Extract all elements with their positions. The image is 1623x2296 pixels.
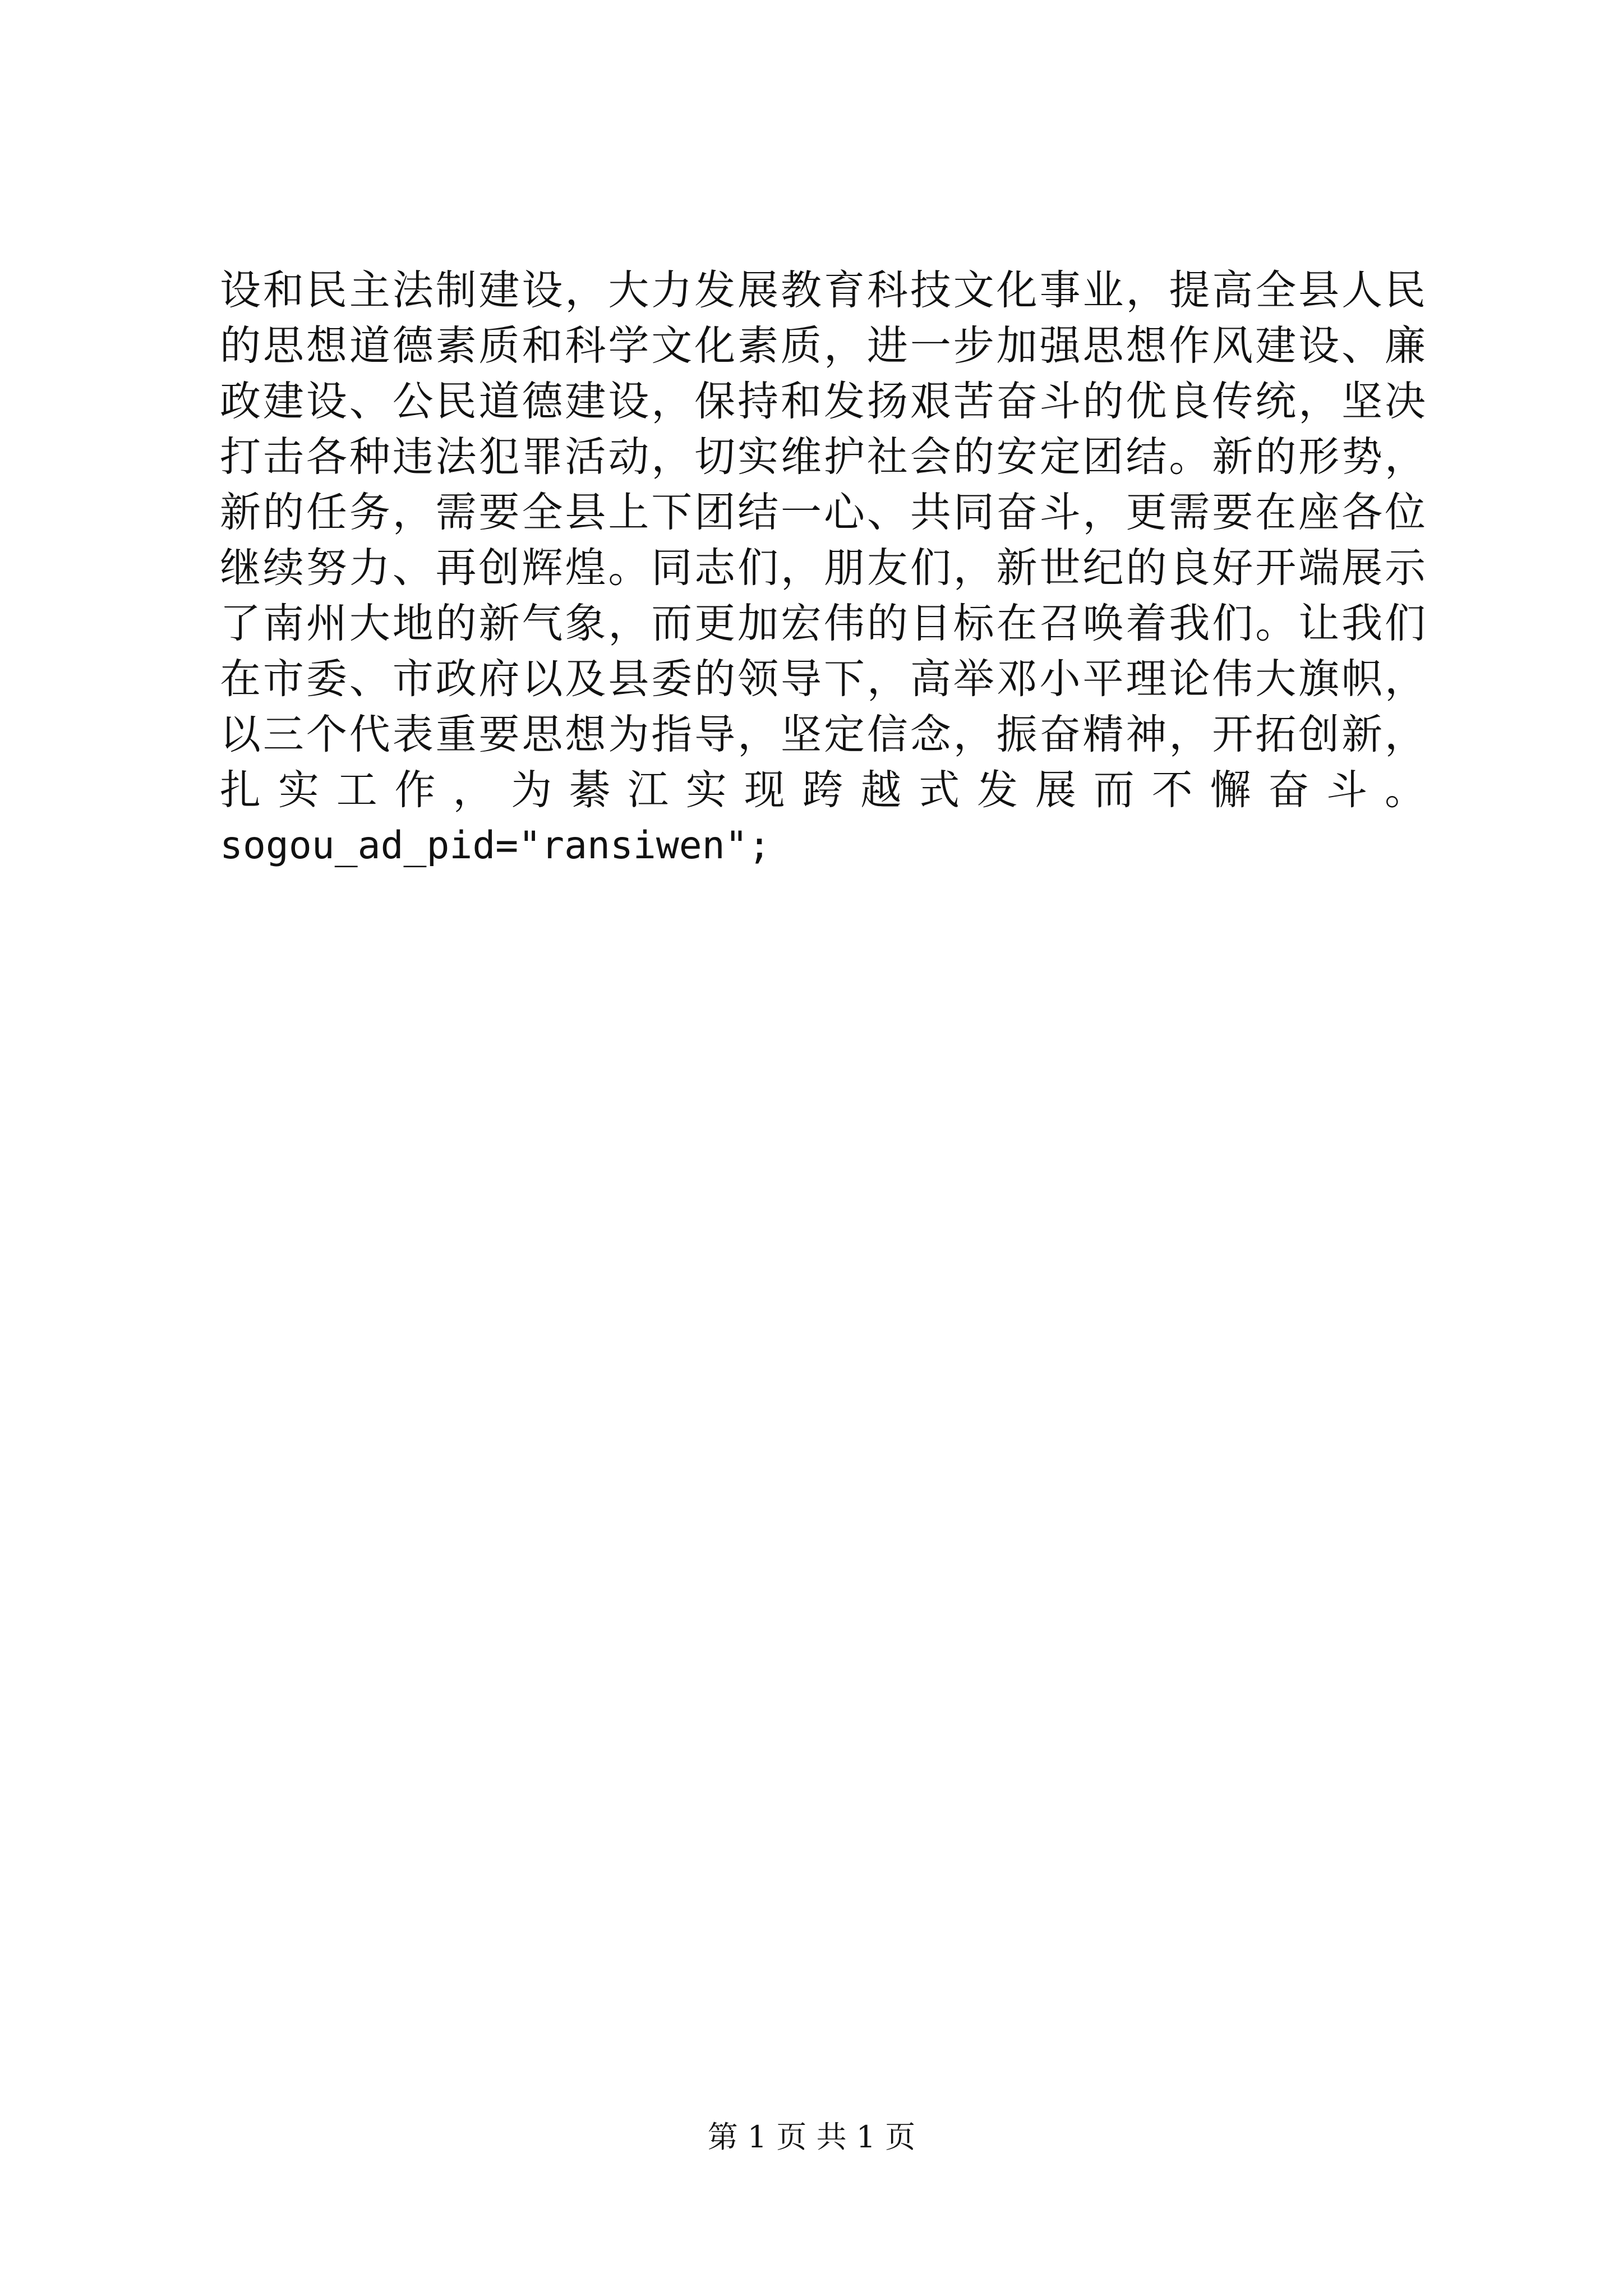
page-number-label: 第 1 页 共 1 页 [707, 2119, 916, 2155]
text-line: 了南州大地的新气象，而更加宏伟的目标在召唤着我们。让我们 [220, 600, 1426, 647]
text-line: sogou_ad_pid="ransiwen"; [220, 823, 771, 868]
text-line: 以三个代表重要思想为指导，坚定信念，振奋精神，开拓创新， [220, 711, 1426, 758]
page-footer [0, 2119, 1623, 2155]
text-line: 的思想道德素质和科学文化素质，进一步加强思想作风建设、廉 [220, 322, 1426, 370]
text-line: 设和民主法制建设，大力发展教育科技文化事业，提高全县人民 [220, 266, 1426, 314]
text-line: 继续努力、再创辉煌。同志们，朋友们，新世纪的良好开端展示 [220, 544, 1426, 592]
text-line: 打击各种违法犯罪活动，切实维护社会的安定团结。新的形势， [220, 433, 1426, 481]
text-line: 新的任务，需要全县上下团结一心、共同奋斗，更需要在座各位 [220, 489, 1426, 536]
text-line: 在市委、市政府以及县委的领导下，高举邓小平理论伟大旗帜， [220, 655, 1426, 703]
text-line: 政建设、公民道德建设，保持和发扬艰苦奋斗的优良传统，坚决 [220, 378, 1426, 425]
text-line: 扎 实 工 作 ， 为 綦 江 实 现 跨 越 式 发 展 而 不 懈 奋 斗 。 [220, 766, 1426, 814]
body-text [220, 263, 1426, 873]
